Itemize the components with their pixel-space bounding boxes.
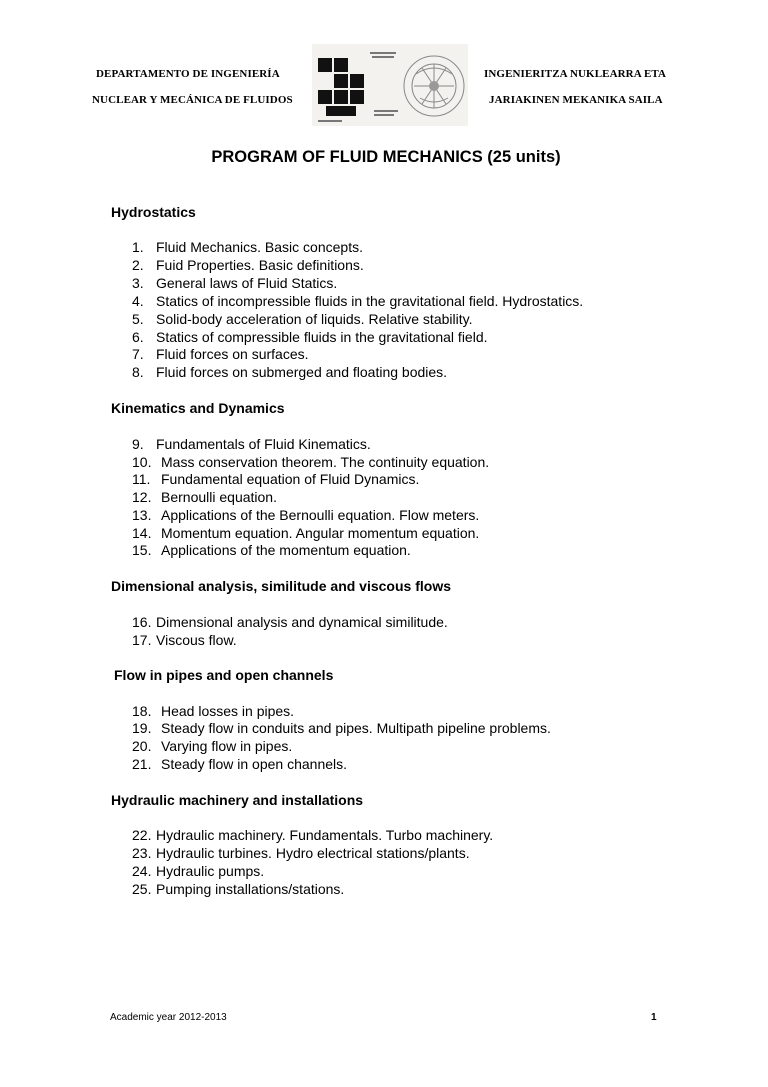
item-text: Steady flow in conduits and pipes. Multipath pipeline problems. xyxy=(161,720,551,736)
item-number: 1. xyxy=(132,239,144,255)
item-text: Fundamental equation of Fluid Dynamics. xyxy=(161,471,420,487)
section-title-flow-in-pipes: Flow in pipes and open channels xyxy=(114,667,334,683)
item-number: 3. xyxy=(132,275,144,291)
item-text: Fluid Mechanics. Basic concepts. xyxy=(156,239,363,255)
item-text: Viscous flow. xyxy=(156,632,237,648)
item-number: 2. xyxy=(132,257,144,273)
item-text: General laws of Fluid Statics. xyxy=(156,275,338,291)
header-right-line1: INGENIERITZA NUKLEARRA ETA xyxy=(484,68,667,80)
item-text: Applications of the Bernoulli equation. Flow meters. xyxy=(161,507,480,523)
item-text: Fuid Properties. Basic definitions. xyxy=(156,257,364,273)
list-item xyxy=(132,471,419,488)
list-item xyxy=(132,329,488,346)
page-title: PROGRAM OF FLUID MECHANICS (25 units) xyxy=(211,148,561,166)
list-item xyxy=(132,257,364,274)
item-number: 22. xyxy=(132,827,152,843)
item-number: 17. xyxy=(132,632,152,648)
header-right-department xyxy=(484,61,666,113)
list-item xyxy=(132,293,583,310)
item-text: Head losses in pipes. xyxy=(161,703,295,719)
header-right-line2: JARIAKINEN MEKANIKA SAILA xyxy=(489,94,663,106)
item-number: 11. xyxy=(132,471,151,487)
item-text: Pumping installations/stations. xyxy=(156,881,345,897)
item-text: Solid-body acceleration of liquids. Relative stability. xyxy=(156,311,473,327)
item-text: Bernoulli equation. xyxy=(161,489,277,505)
item-text: Fluid forces on submerged and floating bodies. xyxy=(156,364,448,380)
item-text: Hydraulic pumps. xyxy=(156,863,265,879)
item-number: 19. xyxy=(132,720,152,736)
item-number: 23. xyxy=(132,845,152,861)
list-item xyxy=(132,436,371,453)
item-text: Fundamentals of Fluid Kinematics. xyxy=(156,436,371,452)
list-item xyxy=(132,542,411,559)
item-number: 6. xyxy=(132,329,144,345)
item-number: 5. xyxy=(132,311,144,327)
list-item xyxy=(132,881,344,898)
list-item xyxy=(132,863,264,880)
item-text: Statics of incompressible fluids in the gravitational field. Hydrostatics. xyxy=(156,293,584,309)
item-text: Steady flow in open channels. xyxy=(161,756,348,772)
list-item xyxy=(132,507,479,524)
item-number: 13. xyxy=(132,507,152,523)
list-item xyxy=(132,239,363,256)
item-number: 8. xyxy=(132,364,144,380)
footer-academic-year: Academic year 2012-2013 xyxy=(110,1012,227,1023)
section-title-dimensional-analysis: Dimensional analysis, similitude and viscous flows xyxy=(111,578,451,594)
section-title-hydrostatics: Hydrostatics xyxy=(111,204,196,220)
item-number: 15. xyxy=(132,542,152,558)
list-item xyxy=(132,703,294,720)
list-item xyxy=(132,756,347,773)
list-item xyxy=(132,614,448,631)
item-text: Statics of compressible fluids in the gravitational field. xyxy=(156,329,488,345)
list-item xyxy=(132,346,309,363)
item-number: 18. xyxy=(132,703,152,719)
list-item xyxy=(132,720,551,737)
item-text: Fluid forces on surfaces. xyxy=(156,346,309,362)
list-item xyxy=(132,311,472,328)
list-item xyxy=(132,275,337,292)
list-item xyxy=(132,738,292,755)
item-text: Applications of the momentum equation. xyxy=(161,542,411,558)
item-number: 20. xyxy=(132,738,152,754)
university-logo-graphic xyxy=(312,44,468,126)
list-item xyxy=(132,364,447,381)
section-title-hydraulic-machinery: Hydraulic machinery and installations xyxy=(111,792,364,808)
item-number: 24. xyxy=(132,863,152,879)
header-left-line1: DEPARTAMENTO DE INGENIERÍA xyxy=(96,68,280,80)
list-item xyxy=(132,845,470,862)
footer-page-number: 1 xyxy=(651,1012,657,1023)
item-number: 10. xyxy=(132,454,152,470)
item-number: 21. xyxy=(132,756,152,772)
item-number: 16. xyxy=(132,614,152,630)
list-item xyxy=(132,489,277,506)
item-text: Hydraulic turbines. Hydro electrical stations/plants. xyxy=(156,845,470,861)
item-number: 7. xyxy=(132,346,144,362)
item-number: 25. xyxy=(132,881,152,897)
item-number: 9. xyxy=(132,436,144,452)
item-text: Momentum equation. Angular momentum equation. xyxy=(161,525,480,541)
header-left-line2: NUCLEAR Y MECÁNICA DE FLUIDOS xyxy=(92,94,293,106)
item-text: Varying flow in pipes. xyxy=(161,738,293,754)
university-logo xyxy=(312,44,468,126)
header-left-department xyxy=(92,61,293,113)
item-text: Dimensional analysis and dynamical similitude. xyxy=(156,614,448,630)
item-number: 4. xyxy=(132,293,144,309)
item-text: Hydraulic machinery. Fundamentals. Turbo machinery. xyxy=(156,827,494,843)
item-number: 14. xyxy=(132,525,152,541)
list-item xyxy=(132,525,479,542)
list-item xyxy=(132,454,489,471)
list-item xyxy=(132,632,237,649)
list-item xyxy=(132,827,493,844)
item-text: Mass conservation theorem. The continuity equation. xyxy=(161,454,490,470)
section-title-kinematics-dynamics: Kinematics and Dynamics xyxy=(111,400,285,416)
item-number: 12. xyxy=(132,489,152,505)
